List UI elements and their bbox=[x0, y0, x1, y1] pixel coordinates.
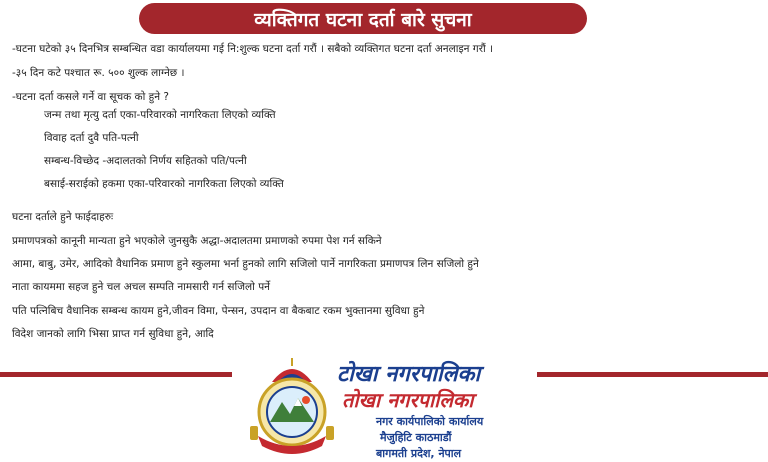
municipality-name-newari: तोखा नगरपालिका bbox=[342, 388, 474, 412]
footer-divider-left bbox=[0, 372, 232, 377]
office-name: नगर कार्यपालिको कार्यालय bbox=[376, 415, 484, 428]
page-title: व्यक्तिगत घटना दर्ता बारे सुचना bbox=[254, 8, 472, 31]
notice-line-informant-question: -घटना दर्ता कसले गर्ने वा सूचक को हुने ? bbox=[12, 91, 169, 103]
notice-line-deadline: -घटना घटेको ३५ दिनभित्र सम्बन्धित वडा कार्यालयमा गई नि:शुल्क घटना दर्ता गरौं । सबैको व्यक्तिगत घटना दर्ता अनलाइन गरौं । bbox=[12, 43, 494, 55]
benefits-heading: घटना दर्ताले हुने फाईदाहरुः bbox=[12, 211, 114, 223]
municipality-emblem-icon bbox=[244, 352, 340, 458]
benefit-item: पति पत्निबिच वैधानिक सम्बन्ध कायम हुने,जीवन विमा, पेन्सन, उपदान वा बैकबाट रकम भुक्तानमा सुविधा हुने bbox=[12, 305, 425, 317]
footer-divider-right bbox=[537, 372, 768, 377]
office-location: मैजुहिटि काठमाडौं bbox=[380, 431, 452, 444]
municipality-name: टोखा नगरपालिका bbox=[337, 362, 481, 387]
benefit-item: आमा, बाबु, उमेर, आदिको वैधानिक प्रमाण हुने स्कुलमा भर्ना हुनको लागि सजिलो पार्ने नागरिकता प्रमाणपत्र लिन सजिलो हुने bbox=[12, 258, 479, 270]
informant-item: सम्बन्ध-विच्छेद -अदालतको निर्णय सहितको पति/पत्नी bbox=[44, 155, 247, 167]
benefit-item: प्रमाणपत्रको कानूनी मान्यता हुने भएकोले जुनसुकै अद्धा-अदालतमा प्रमाणको रुपमा पेश गर्न सकिने bbox=[12, 235, 382, 247]
municipality-logo bbox=[244, 352, 340, 458]
benefit-item: नाता कायममा सहज हुने चल अचल सम्पति नामसारी गर्न सजिलो पर्ने bbox=[12, 281, 270, 293]
office-province: बागमती प्रदेश, नेपाल bbox=[376, 447, 462, 460]
benefit-item: विदेश जानको लागि भिसा प्राप्त गर्न सुविधा हुने, आदि bbox=[12, 328, 214, 340]
informant-item: बसाई-सराईको हकमा एका-परिवारको नागरिकता लिएको व्यक्ति bbox=[44, 178, 284, 190]
title-banner bbox=[139, 3, 587, 34]
notice-line-fee: -३५ दिन कटे पश्चात रू. ५०० शुल्क लाग्नेछ । bbox=[12, 67, 185, 79]
informant-item: जन्म तथा मृत्यु दर्ता एका-परिवारको नागरिकता लिएको व्यक्ति bbox=[44, 109, 276, 121]
informant-item: विवाह दर्ता दुवै पति-पत्नी bbox=[44, 132, 139, 144]
